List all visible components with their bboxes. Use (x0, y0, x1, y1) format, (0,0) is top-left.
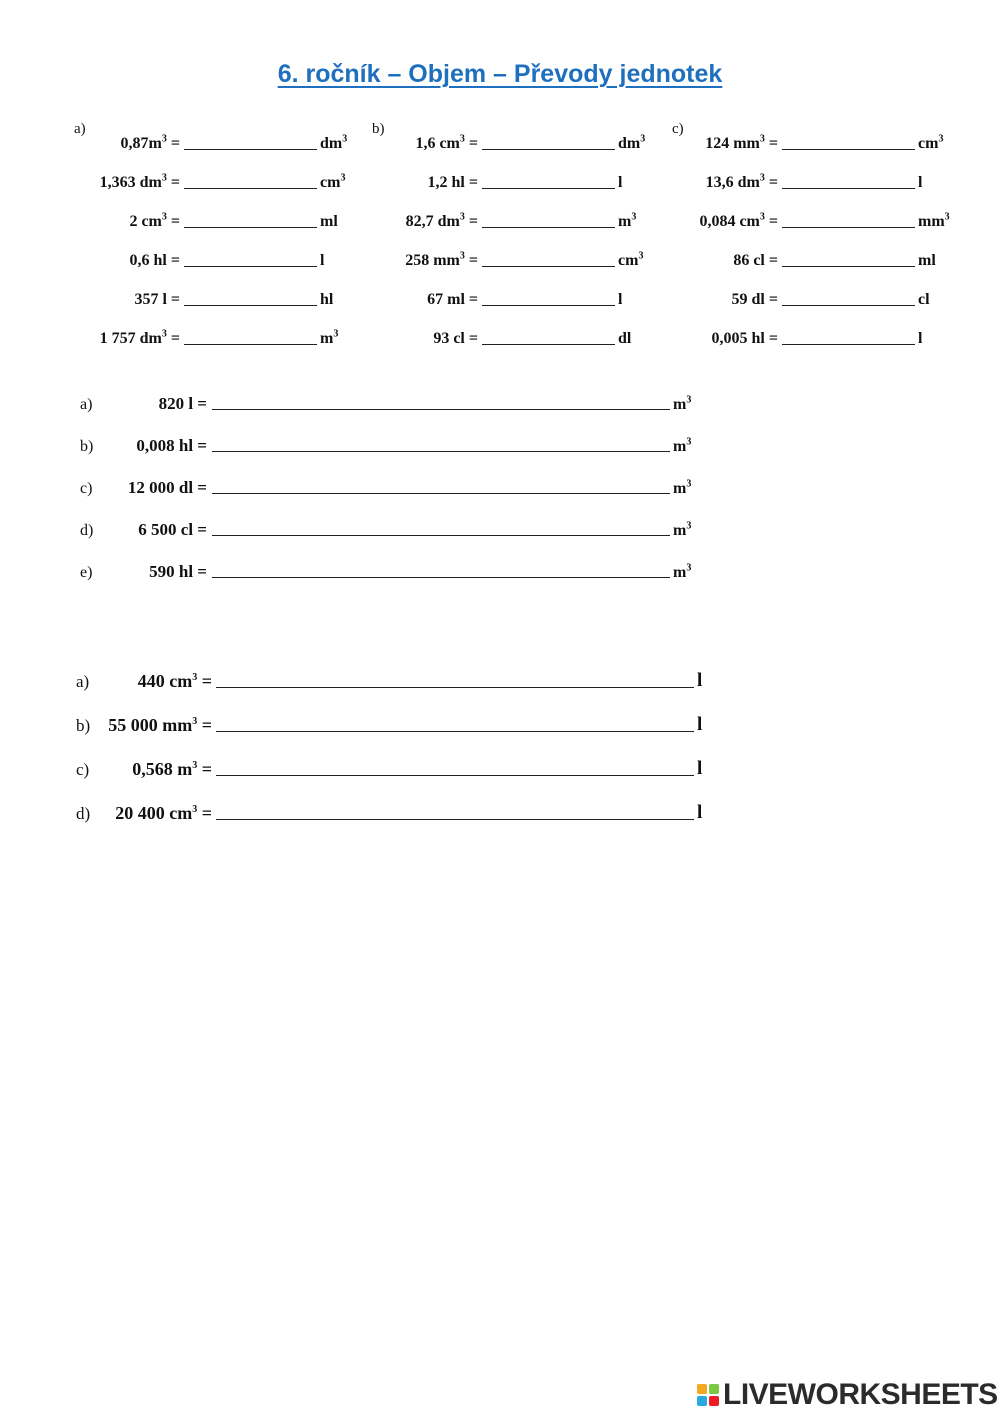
source-value-text: 55 000 mm (108, 715, 193, 735)
target-unit (615, 174, 622, 192)
target-unit-text: l (618, 174, 623, 191)
source-value-text: 1 757 dm (99, 330, 162, 347)
answer-blank[interactable] (482, 250, 615, 267)
source-value-text: 0,084 cm (699, 213, 760, 230)
conversion-row (76, 756, 702, 780)
source-value-tail: = (464, 135, 478, 152)
target-unit (670, 480, 691, 498)
conversion-row (678, 248, 936, 270)
source-value (80, 213, 184, 231)
target-unit-sup: 3 (638, 250, 644, 262)
conversion-row (80, 558, 691, 582)
source-value-tail: = (197, 759, 212, 779)
target-unit (615, 135, 645, 153)
target-unit-text: l (918, 330, 923, 347)
answer-blank[interactable] (782, 211, 915, 228)
target-unit-text: m (673, 522, 687, 539)
answer-blank[interactable] (482, 211, 615, 228)
source-value (678, 135, 782, 153)
source-value-text: 82,7 dm (405, 213, 460, 230)
source-value (678, 174, 782, 192)
target-unit (615, 213, 636, 231)
target-unit-text: l (918, 174, 923, 191)
source-value (80, 330, 184, 348)
liveworksheets-logo (697, 1378, 998, 1412)
target-unit (694, 758, 702, 780)
answer-blank[interactable] (184, 328, 317, 345)
source-value-tail: = (764, 135, 778, 152)
source-value (678, 291, 782, 309)
target-unit-text: l (697, 714, 703, 735)
target-unit (317, 135, 347, 153)
target-unit-text: cl (918, 291, 930, 308)
source-value (80, 291, 184, 309)
source-value (110, 520, 212, 540)
source-value (110, 562, 212, 582)
source-value-text: 820 l = (158, 394, 207, 413)
page-title (0, 60, 1000, 89)
conversion-row (80, 287, 333, 309)
target-unit (317, 291, 333, 309)
logo-square-icon (709, 1384, 719, 1394)
logo-square-icon (697, 1396, 707, 1406)
source-value-text: 590 hl = (149, 562, 207, 581)
target-unit (615, 252, 643, 270)
conversion-row (80, 326, 338, 348)
target-unit-text: hl (320, 291, 334, 308)
answer-blank[interactable] (482, 289, 615, 306)
answer-blank[interactable] (212, 518, 670, 536)
conversion-row (678, 170, 922, 192)
source-value (80, 174, 184, 192)
source-value-sup: 3 (759, 211, 765, 223)
column-letter-c: c) (672, 121, 684, 137)
source-value-sup: 3 (192, 760, 198, 771)
source-value-tail: = (197, 671, 212, 691)
conversion-row (76, 712, 702, 736)
source-value (110, 394, 212, 414)
conversion-row (378, 287, 622, 309)
target-unit (694, 670, 702, 692)
target-unit-sup: 3 (640, 133, 646, 145)
answer-blank[interactable] (782, 250, 915, 267)
row-letter: b) (80, 438, 94, 455)
target-unit-sup: 3 (631, 211, 637, 223)
target-unit-text: l (697, 670, 703, 691)
source-value (378, 252, 482, 270)
target-unit-text: mm (918, 213, 945, 230)
answer-blank[interactable] (184, 289, 317, 306)
conversion-row (678, 326, 922, 348)
conversion-row (378, 209, 636, 231)
target-unit (915, 135, 943, 153)
conversion-row (80, 516, 691, 540)
answer-blank[interactable] (212, 476, 670, 494)
target-unit-sup: 3 (938, 133, 944, 145)
conversion-row (76, 800, 702, 824)
target-unit-sup: 3 (342, 133, 348, 145)
source-value-text: 12 000 dl = (127, 478, 207, 497)
conversion-row (80, 248, 324, 270)
conversion-row (80, 131, 347, 153)
target-unit-sup: 3 (686, 478, 692, 490)
source-value (378, 291, 482, 309)
source-value-text: 357 l = (134, 291, 180, 308)
conversion-row (378, 326, 631, 348)
source-value-text: 0,87m (120, 135, 162, 152)
source-value-sup: 3 (161, 328, 167, 340)
target-unit-text: dm (320, 135, 343, 152)
target-unit-text: dm (618, 135, 641, 152)
target-unit (915, 330, 922, 348)
row-letter: c) (80, 480, 93, 497)
target-unit (670, 438, 691, 456)
page-title-text: 6. ročník – Objem – Převody jednotek (277, 60, 723, 88)
source-value-text: 93 cl = (433, 330, 478, 347)
logo-text: LIVEWORKSHEETS (723, 1378, 998, 1411)
source-value-text: 13,6 dm (705, 174, 760, 191)
conversion-row (678, 209, 950, 231)
target-unit-text: m (320, 330, 334, 347)
answer-blank[interactable] (212, 560, 670, 578)
source-value-sup: 3 (759, 133, 765, 145)
target-unit (317, 174, 345, 192)
column-letter-b: b) (372, 121, 385, 137)
target-unit (317, 252, 324, 270)
source-value-text: 86 cl = (733, 252, 778, 269)
target-unit-text: cm (320, 174, 341, 191)
source-value-tail: = (197, 803, 212, 823)
source-value (378, 213, 482, 231)
answer-blank[interactable] (216, 670, 694, 688)
target-unit-sup: 3 (686, 394, 692, 406)
answer-blank[interactable] (212, 434, 670, 452)
source-value (80, 135, 184, 153)
source-value-text: 0,568 m (132, 759, 193, 779)
source-value (678, 330, 782, 348)
target-unit (317, 330, 338, 348)
target-unit (615, 291, 622, 309)
source-value-tail: = (464, 213, 478, 230)
source-value (678, 213, 782, 231)
source-value-text: 1,2 hl = (427, 174, 478, 191)
answer-blank[interactable] (482, 328, 615, 345)
source-value-tail: = (464, 252, 478, 269)
conversion-row (378, 131, 645, 153)
source-value-sup: 3 (759, 172, 765, 184)
answer-blank[interactable] (782, 172, 915, 189)
target-unit (615, 330, 631, 348)
source-value-sup: 3 (459, 133, 465, 145)
source-value (110, 478, 212, 498)
answer-blank[interactable] (482, 172, 615, 189)
source-value (98, 715, 216, 736)
source-value-tail: = (166, 330, 180, 347)
source-value-tail: = (166, 174, 180, 191)
target-unit-sup: 3 (333, 328, 339, 340)
source-value-sup: 3 (161, 133, 167, 145)
answer-blank[interactable] (184, 211, 317, 228)
source-value (378, 330, 482, 348)
column-letter-a: a) (74, 121, 86, 137)
row-letter: b) (76, 716, 91, 735)
target-unit (915, 174, 922, 192)
row-letter: a) (76, 672, 90, 691)
target-unit-sup: 3 (944, 211, 950, 223)
target-unit (915, 291, 930, 309)
target-unit (694, 714, 702, 736)
target-unit-text: m (673, 396, 687, 413)
source-value-sup: 3 (459, 211, 465, 223)
source-value-text: 124 mm (705, 135, 760, 152)
source-value-text: 59 dl = (731, 291, 778, 308)
target-unit-text: cm (618, 252, 639, 269)
answer-blank[interactable] (212, 392, 670, 410)
target-unit-text: ml (918, 252, 936, 269)
source-value (378, 174, 482, 192)
logo-square-icon (697, 1384, 707, 1394)
source-value-tail: = (764, 213, 778, 230)
source-value-text: 258 mm (405, 252, 460, 269)
answer-blank[interactable] (782, 133, 915, 150)
row-letter: d) (76, 804, 91, 823)
target-unit-text: ml (320, 213, 338, 230)
source-value-text: 0,008 hl = (136, 436, 207, 455)
answer-blank[interactable] (782, 289, 915, 306)
source-value-tail: = (166, 213, 180, 230)
target-unit-text: m (673, 564, 687, 581)
source-value-text: 2 cm (129, 213, 162, 230)
source-value-sup: 3 (192, 804, 198, 815)
source-value-sup: 3 (161, 172, 167, 184)
target-unit-text: cm (918, 135, 939, 152)
conversion-row (80, 432, 691, 456)
source-value (678, 252, 782, 270)
row-letter: a) (80, 396, 93, 413)
conversion-row (80, 209, 338, 231)
target-unit (317, 213, 338, 231)
target-unit-text: dl (618, 330, 632, 347)
liveworksheets-logo-icon (697, 1384, 719, 1406)
source-value (98, 759, 216, 780)
source-value-text: 20 400 cm (115, 803, 193, 823)
source-value-sup: 3 (192, 672, 198, 683)
conversion-row (378, 170, 622, 192)
target-unit-text: m (673, 438, 687, 455)
conversion-row (678, 287, 930, 309)
source-value (98, 671, 216, 692)
source-value (80, 252, 184, 270)
target-unit (670, 564, 691, 582)
row-letter: d) (80, 522, 94, 539)
target-unit (670, 396, 691, 414)
answer-blank[interactable] (184, 133, 317, 150)
target-unit-text: l (697, 758, 703, 779)
logo-square-icon (709, 1396, 719, 1406)
conversion-row (80, 474, 691, 498)
target-unit (915, 213, 950, 231)
target-unit-sup: 3 (686, 562, 692, 574)
source-value-text: 0,005 hl = (711, 330, 778, 347)
source-value (378, 135, 482, 153)
answer-blank[interactable] (782, 328, 915, 345)
target-unit-text: m (618, 213, 632, 230)
source-value-text: 1,363 dm (99, 174, 162, 191)
source-value (110, 436, 212, 456)
source-value-text: 0,6 hl = (129, 252, 180, 269)
target-unit-text: l (618, 291, 623, 308)
answer-blank[interactable] (216, 802, 694, 820)
conversion-row (678, 131, 943, 153)
source-value (98, 803, 216, 824)
source-value-sup: 3 (192, 716, 198, 727)
target-unit (694, 802, 702, 824)
conversion-row (378, 248, 643, 270)
target-unit-text: l (320, 252, 325, 269)
target-unit-text: l (697, 802, 703, 823)
answer-blank[interactable] (184, 172, 317, 189)
target-unit-sup: 3 (340, 172, 346, 184)
answer-blank[interactable] (216, 714, 694, 732)
answer-blank[interactable] (184, 250, 317, 267)
answer-blank[interactable] (482, 133, 615, 150)
source-value-sup: 3 (161, 211, 167, 223)
target-unit-sup: 3 (686, 520, 692, 532)
target-unit (670, 522, 691, 540)
source-value-tail: = (764, 174, 778, 191)
source-value-tail: = (197, 715, 212, 735)
conversion-row (76, 668, 702, 692)
source-value-text: 440 cm (137, 671, 193, 691)
answer-blank[interactable] (216, 758, 694, 776)
target-unit-text: m (673, 480, 687, 497)
source-value-text: 1,6 cm (415, 135, 460, 152)
source-value-text: 6 500 cl = (138, 520, 207, 539)
target-unit (915, 252, 936, 270)
source-value-sup: 3 (459, 250, 465, 262)
conversion-row (80, 170, 345, 192)
conversion-row (80, 390, 691, 414)
row-letter: c) (76, 760, 90, 779)
target-unit-sup: 3 (686, 436, 692, 448)
source-value-tail: = (166, 135, 180, 152)
row-letter: e) (80, 564, 93, 581)
source-value-text: 67 ml = (427, 291, 478, 308)
